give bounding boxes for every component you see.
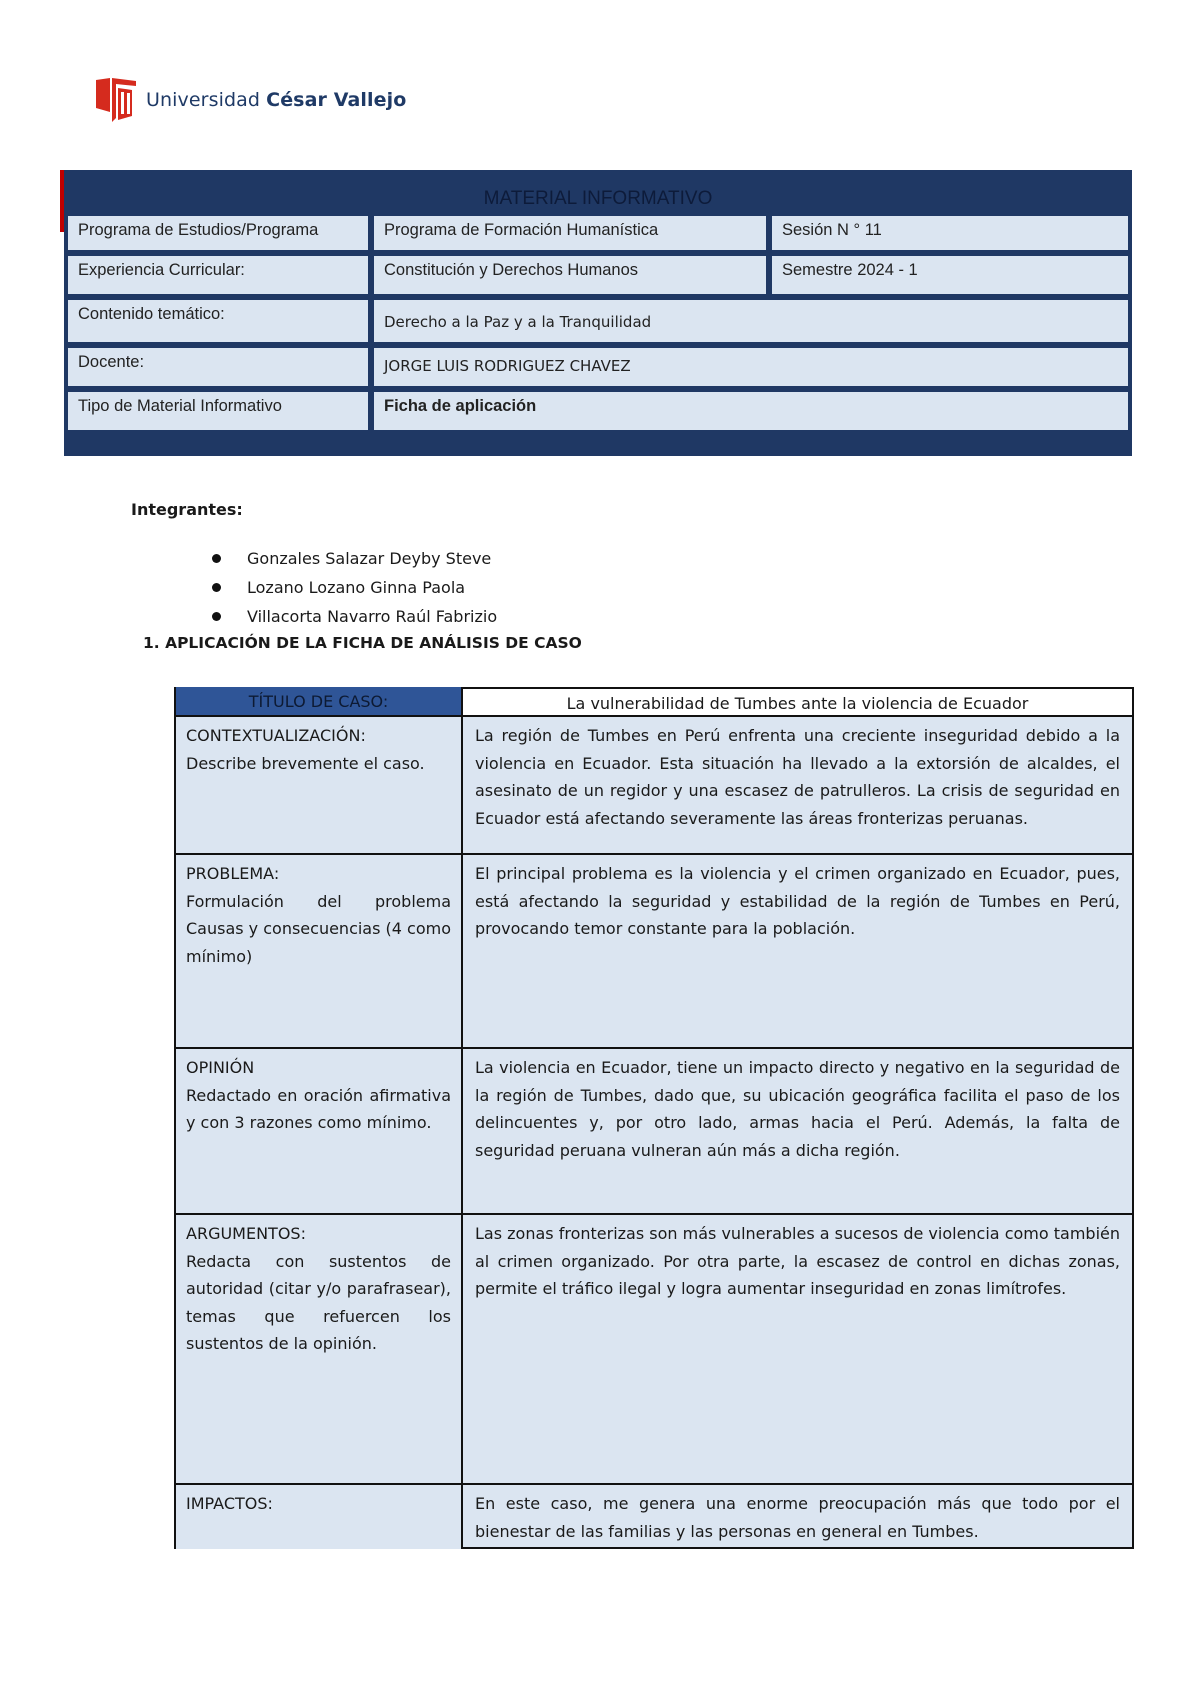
list-item: Villacorta Navarro Raúl Fabrizio [212, 602, 497, 631]
case-title-label: TÍTULO DE CASO: [176, 687, 463, 717]
session-number: Sesión N ° 11 [772, 216, 1128, 250]
members-heading: Integrantes: [131, 500, 243, 519]
row-label-cell [176, 1215, 463, 1485]
table-row [176, 1049, 1134, 1215]
table-row [176, 687, 1134, 717]
row-content: La región de Tumbes en Perú enfrenta una creciente inseguridad debido a la violencia en Ecuador. Esta situación ha llevado a la extorsión de alcaldes, el asesinato de un regidor y una escasez de patrulleros. La crisis de seguridad en Ecuador está afectando severamente las áreas fronterizas peruanas. [463, 717, 1134, 855]
row-label-cell [176, 1049, 463, 1215]
table-row [176, 717, 1134, 855]
row-instruction: Formulación del problema Causas y consecuencias (4 como mínimo) [186, 891, 451, 966]
case-analysis-table [174, 687, 1132, 1549]
program-value: Programa de Formación Humanística [374, 216, 766, 250]
teacher-value: JORGE LUIS RODRIGUEZ CHAVEZ [374, 348, 1128, 386]
teacher-label: Docente: [68, 348, 368, 386]
table-row [176, 1215, 1134, 1485]
topic-value: Derecho a la Paz y a la Tranquilidad [374, 300, 1128, 342]
list-item: Gonzales Salazar Deyby Steve [212, 544, 497, 573]
row-label: IMPACTOS: [186, 1494, 273, 1513]
row-label-cell [176, 855, 463, 1049]
row-content: El principal problema es la violencia y el crimen organizado en Ecuador, pues, está afectando la seguridad y estabilidad de la región de Tumbes en Perú, provocando temor constante para la población. [463, 855, 1134, 1049]
bullet-icon [212, 583, 221, 592]
case-title-value: La vulnerabilidad de Tumbes ante la violencia de Ecuador [463, 687, 1134, 717]
course-value: Constitución y Derechos Humanos [374, 256, 766, 294]
header-title: MATERIAL INFORMATIVO [483, 188, 713, 209]
row-content: La violencia en Ecuador, tiene un impacto directo y negativo en la seguridad de la región de Tumbes, dado que, su ubicación geográfica facilita el paso de los delincuentes y, por otro lado, armas hacia el Perú. Además, la falta de seguridad peruana vulneran aún más a dicha región. [463, 1049, 1134, 1215]
university-logo [96, 78, 406, 122]
university-name: Universidad César Vallejo [146, 89, 407, 111]
topic-label: Contenido temático: [68, 300, 368, 342]
bullet-icon [212, 554, 221, 563]
course-label: Experiencia Curricular: [68, 256, 368, 294]
row-instruction: Redactado en oración afirmativa y con 3 razones como mínimo. [186, 1085, 451, 1132]
list-item: Lozano Lozano Ginna Paola [212, 573, 497, 602]
material-header-table [64, 170, 1132, 456]
table-row [176, 1485, 1134, 1549]
row-content: Las zonas fronterizas son más vulnerables a sucesos de violencia como también al crimen organizado. Por otra parte, la escasez de control en dichas zonas, permite el tráfico ilegal y logra aumentar inseguridad en zonas limítrofes. [463, 1215, 1134, 1485]
bullet-icon [212, 612, 221, 621]
semester: Semestre 2024 - 1 [772, 256, 1128, 294]
ucv-shield-icon [96, 78, 136, 122]
row-label: ARGUMENTOS: [186, 1224, 306, 1243]
table-row [176, 855, 1134, 1049]
row-label: PROBLEMA: [186, 864, 280, 883]
row-instruction: Describe brevemente el caso. [186, 753, 425, 773]
row-label: OPINIÓN [186, 1058, 255, 1077]
row-instruction: Redacta con sustentos de autoridad (citar y/o parafrasear), temas que refuercen los sustentos de la opinión. [186, 1251, 451, 1353]
row-label-cell [176, 1485, 463, 1549]
program-label: Programa de Estudios/Programa [68, 216, 368, 250]
material-type-value: Ficha de aplicación [374, 392, 1128, 430]
row-content: En este caso, me genera una enorme preocupación más que todo por el bienestar de las familias y las personas en general en Tumbes. [463, 1485, 1134, 1549]
row-label: CONTEXTUALIZACIÓN: [186, 726, 366, 745]
members-list [212, 544, 497, 631]
row-label-cell [176, 717, 463, 855]
material-type-label: Tipo de Material Informativo [68, 392, 368, 430]
section-heading: 1. APLICACIÓN DE LA FICHA DE ANÁLISIS DE CASO [143, 634, 582, 652]
